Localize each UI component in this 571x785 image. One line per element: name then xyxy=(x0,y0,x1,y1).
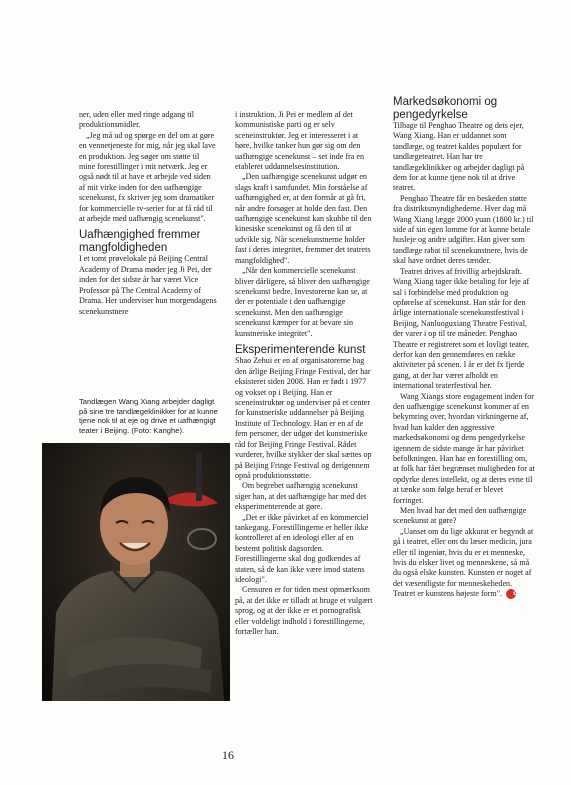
end-mark-icon: ✿ xyxy=(506,589,516,599)
col2-paragraph: i instruktion. Ji Pei er medlem af det kommunistiske parti og er selv sceneinstruktør. Jeg er interesseret i at høre, hvilke tanker hun gør sig om den uafhængige scenekunst – set inde fra en etableret uddannelsesinstitution. xyxy=(235,110,365,172)
col3-paragraph: Wang Xiangs store engagement inden for den uafhængige scenekunst kommer af en bekymring over, hvordan virkningerne af, hvad han kalder den aggressive markedsøkonomi og dens pengedyrkelse igennem de sidste mange år har påvirket befolkningen. Han har en forestilling om, at folk har fået begrænset muligheden for at opdyrke deres intellekt, og at deres evne til at tænke som følge heraf er blevet forringet. xyxy=(393,391,535,505)
section-heading: Uafhængighed fremmer mangfoldigheden xyxy=(79,229,201,254)
photo-caption: Tandlægen Wang Xiang arbejder dagligt på sine tre tandlægeklinikker for at kunne tjene nok til at eje og drive et uafhængigt teater i Beijing. (Foto: Kanghe). xyxy=(79,397,218,435)
col3-paragraph: Tilbage til Penghao Theatre og dets ejer, Wang Xiang. Han er uddannet som tandlæge, og teatret kaldes populært for tandlægeteatret. Han har tre tandlægeklinikker og arbejder dagligt på dem for at kunne tjene nok til at drive teatret. xyxy=(393,121,525,193)
col2-paragraph: „Det er ikke påvirket af en kommerciel tankegang. Forestillingerne er heller ikke kontrolleret af en ideologi eller af en bestemt politisk dagsorden. Forestillingerne skal dog godkendes af staten, så de kan ikke være imod statens ideologi". xyxy=(235,512,369,584)
col2-paragraph: Shao Zehui er en af organisatorerne bag den årlige Beijing Fringe Festival, der har eksisteret siden 2008. Han er født i 1977 og vokset op i Beijing. Han er sceneinstruktør og underviser på et center for kunstneriske uddannelser på Beijing Institute of Technology. Han er en af de fem personer, der udgør det kunstneriske råd for Beijing Fringe Festival. Rådet vurderer, hvilke stykker der skal sættes op på Beijing Fringe Festival og derigennem opnå produktionsstøtte. xyxy=(235,356,372,480)
column-2 xyxy=(235,110,375,637)
col3-paragraph xyxy=(393,527,535,600)
col1-paragraph: I et tomt prøvelokale på Beijing Central Academy of Drama møder jeg Ji Pei, der inden for det sidste år har været Vice Professor på The Central Academy of Drama. Her underviser hun morgendagens scenekunstnere xyxy=(79,254,217,316)
col3-paragraph: Teatret drives af frivillig arbejdskraft. Wang Xiang tager ikke betaling for leje af sal i forbindelse med produktion og opførelse af scenekunst. Han står for den årlige internationale scenekunstfestival i Beijing, Nanluoguxiang Theatre Festival, der varer i op til tre måneder. Penghao Theatre er registreret som et lovligt teater, derfor kan den gennemføres en række aktiviteter på scenen. I år er det fx fjerde gang, at der har været afholdt en international teaterfestival her. xyxy=(393,266,530,391)
column-1 xyxy=(79,110,217,317)
section-heading: Eksperimenterende kunst xyxy=(235,343,366,356)
section-heading: Markedsøkonomi og pengedyrkelse xyxy=(393,96,498,121)
col3-paragraph: Men hvad har det med den uafhængige scenekunst at gøre? xyxy=(393,506,527,526)
page-number: 16 xyxy=(222,748,234,762)
col1-paragraph: ner, uden eller med ringe adgang til produktionsmidler. xyxy=(79,110,194,130)
col2-paragraph: „Den uafhængige scenekunst udgør en slags kraft i samfundet. Min forståelse af uafhængighed er, at den formår at gå fri, når andre forsøger at holde den fast. Den uafhængige scenekunst kan skubbe til den kinesiske scenekunst og få den til at udvikle sig. Når scenekunstnerne holder fast i deres integritet, fremmer det teatrets mangfoldighed". xyxy=(235,172,372,265)
quote-text: „Uanset om du lige akkurat er begyndt at gå i teatret, eller om du læser medicin, jura eller til ingeniør, hvis du er et menneske, hvis du elsker livet og menneskene, så må du også elske kunsten. Kunsten er noget af det væsentligste for menneskeheden. Teatret er kunstens højeste form". xyxy=(393,526,534,599)
col2-paragraph: Censuren er for tiden mest opmærksom på, at det ikke er tilladt at bruge et vulgært sprog, og at der ikke er et pornografisk eller voldeligt indhold i forestillingerne, fortæller han. xyxy=(235,585,373,636)
portrait-photo xyxy=(42,443,230,701)
portrait-illustration xyxy=(42,443,230,701)
col3-paragraph: Penghao Theatre får en beskeden støtte fra distriktsmyndighederne. Hver dag må Wang Xiang lægge 2000 yuan (1800 kr.) til side af sin egen lomme for at kunne betale husleje og andre udgifter. Han giver som tandlæge rabat til scenekunstnere, hvis de skal have ordnet deres tænder. xyxy=(393,193,534,266)
column-3 xyxy=(393,96,535,600)
col1-paragraph: „Jeg må ud og spørge en del om at gøre en vennetjeneste for mig, når jeg skal lave en produktion. Jeg søger om støtte til mine forestillinger i mit netværk. Jeg er også nødt til at have et arbejde ved siden af mit virke inden for den uafhængige scenekunst, fx skriver jeg som dramatiker for kommercielle tv-serier for at få råd til at arbejde med uafhængig scenekunst". xyxy=(79,130,216,224)
col2-paragraph: „Når den kommercielle scenekunst bliver dårligere, så bliver den uafhængige scenekunst bedre. Investorerne kan se, at der er potentiale i den uafhængige scenekunst. Men den uafhængige scenekunst kæmper for at bevare sin kunstneriske integritet". xyxy=(235,266,370,338)
col2-paragraph: Om begrebet uafhængig scenekunst siger han, at det uafhængige har med det eksperimenterende at gøre. xyxy=(235,481,367,512)
